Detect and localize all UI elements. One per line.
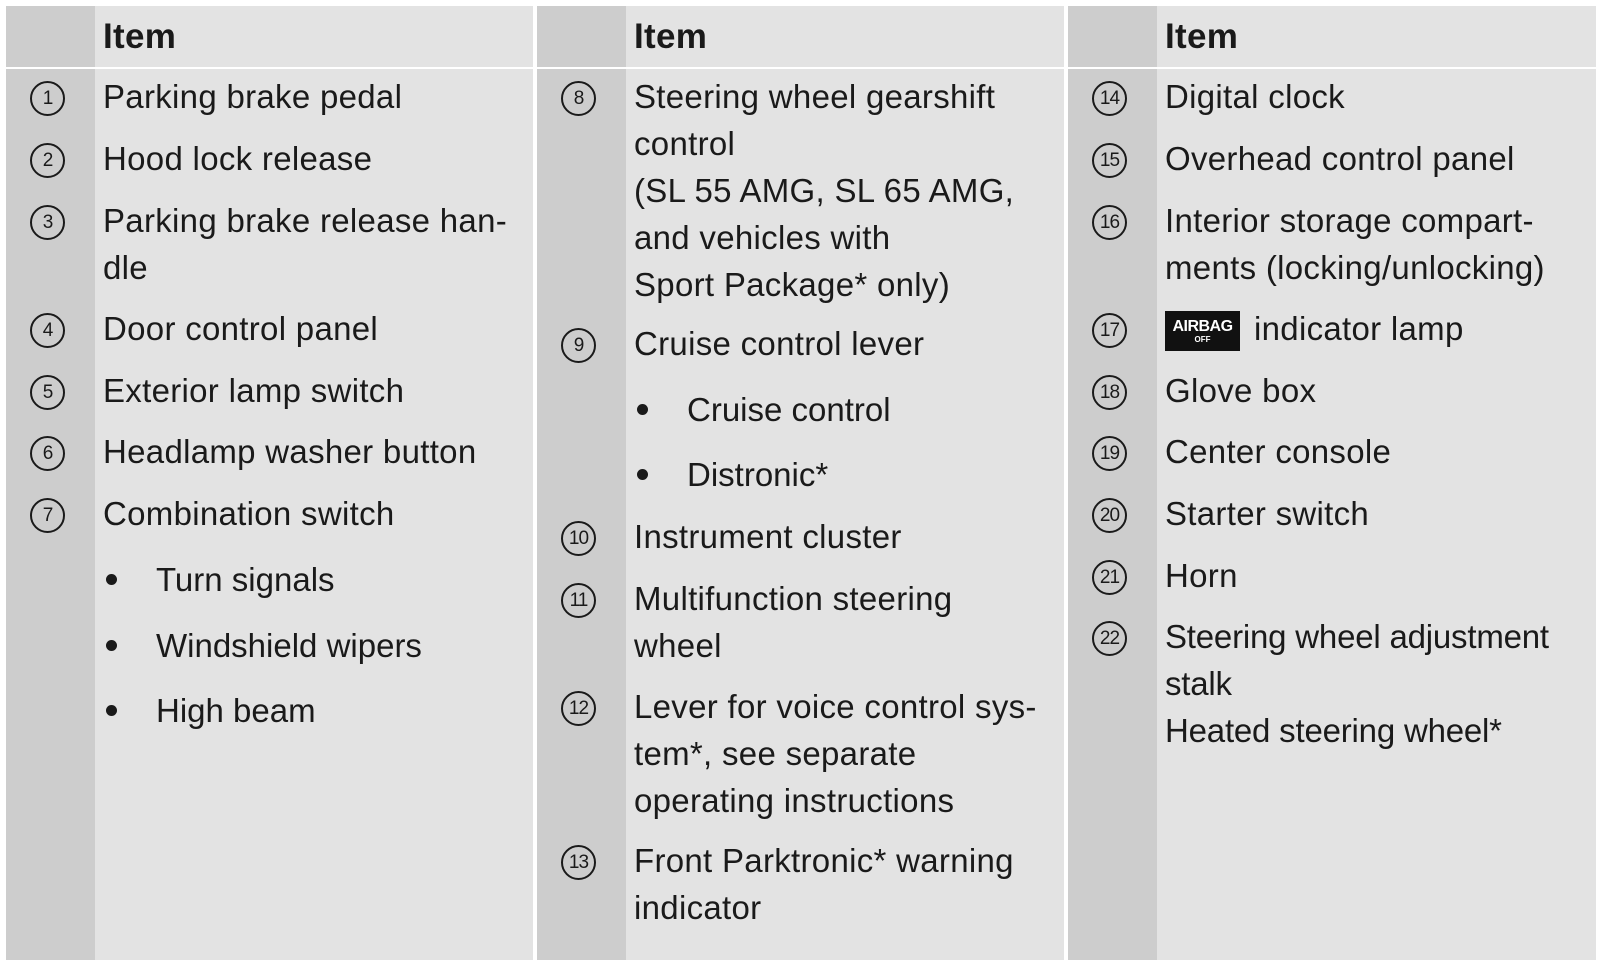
item-number-17: 17 <box>1092 313 1127 348</box>
legend-column-3 <box>1068 6 1596 960</box>
header-divider <box>6 67 533 69</box>
item-text-1: Parking brake pedal <box>103 78 403 115</box>
item-text-22: Steering wheel adjustment stalk Heated steering wheel* <box>1165 618 1549 749</box>
item-number-2: 2 <box>30 143 65 178</box>
airbag-badge-top: AIRBAG <box>1172 317 1233 335</box>
item-text-18: Glove box <box>1165 372 1317 409</box>
item-text-20: Starter switch <box>1165 495 1370 532</box>
item-number-12: 12 <box>561 691 596 726</box>
bullet-icon <box>637 469 648 480</box>
item-text-7: Combination switch <box>103 495 395 532</box>
item-text-9: Cruise control lever <box>634 325 925 362</box>
item-number-15: 15 <box>1092 143 1127 178</box>
legend-column-1 <box>6 6 533 960</box>
item-text-14: Digital clock <box>1165 78 1345 115</box>
item-text-11: Multifunction steering wheel <box>634 580 953 664</box>
item-text-17: indicator lamp <box>1254 310 1464 347</box>
item-text-16: Interior storage compart- ments (locking/unlocking) <box>1165 202 1545 286</box>
bullet-icon <box>106 574 117 585</box>
item-text-2: Hood lock release <box>103 140 373 177</box>
item-text-5: Exterior lamp switch <box>103 372 405 409</box>
item-number-18: 18 <box>1092 375 1127 410</box>
airbag-off-icon <box>1165 311 1240 351</box>
bullet-text-turn-signals: Turn signals <box>156 561 335 598</box>
item-number-19: 19 <box>1092 436 1127 471</box>
header-divider <box>1068 67 1596 69</box>
item-number-3: 3 <box>30 205 65 240</box>
bullet-text-windshield-wipers: Windshield wipers <box>156 627 422 664</box>
item-text-8: Steering wheel gearshift control (SL 55 AMG, SL 65 AMG, and vehicles with Sport Package* only) <box>634 78 1015 303</box>
item-text-12: Lever for voice control sys- tem*, see separate operating instructions <box>634 688 1037 819</box>
bullet-text-cruise-control: Cruise control <box>687 391 891 428</box>
item-number-13: 13 <box>561 845 596 880</box>
item-number-4: 4 <box>30 313 65 348</box>
column-header <box>537 6 1064 67</box>
bullet-text-high-beam: High beam <box>156 692 316 729</box>
item-text-13: Front Parktronic* warning indicator <box>634 842 1014 926</box>
item-number-20: 20 <box>1092 498 1127 533</box>
item-number-11: 11 <box>561 583 596 618</box>
item-text-19: Center console <box>1165 433 1392 470</box>
legend-column-2 <box>537 6 1064 960</box>
item-number-1: 1 <box>30 81 65 116</box>
legend-table <box>6 6 1596 960</box>
bullet-icon <box>106 640 117 651</box>
item-text-4: Door control panel <box>103 310 379 347</box>
number-column <box>537 6 626 960</box>
item-number-10: 10 <box>561 521 596 556</box>
item-number-14: 14 <box>1092 81 1127 116</box>
item-number-5: 5 <box>30 375 65 410</box>
airbag-badge-bottom: OFF <box>1194 334 1211 344</box>
bullet-icon <box>637 404 648 415</box>
header-item-label: Item <box>103 17 177 56</box>
item-text-15: Overhead control panel <box>1165 140 1515 177</box>
item-number-21: 21 <box>1092 560 1127 595</box>
header-divider <box>537 67 1064 69</box>
item-number-22: 22 <box>1092 621 1127 656</box>
bullet-text-distronic: Distronic* <box>687 456 829 493</box>
item-number-16: 16 <box>1092 205 1127 240</box>
column-header <box>6 6 533 67</box>
item-number-8: 8 <box>561 81 596 116</box>
bullet-icon <box>106 705 117 716</box>
item-number-9: 9 <box>561 328 596 363</box>
header-item-label: Item <box>1165 17 1239 56</box>
item-text-6: Headlamp washer button <box>103 433 477 470</box>
header-item-label: Item <box>634 17 708 56</box>
column-header <box>1068 6 1596 67</box>
item-text-3: Parking brake release han- dle <box>103 202 508 286</box>
item-number-6: 6 <box>30 436 65 471</box>
item-text-21: Horn <box>1165 557 1238 594</box>
item-text-10: Instrument cluster <box>634 518 902 555</box>
item-number-7: 7 <box>30 498 65 533</box>
